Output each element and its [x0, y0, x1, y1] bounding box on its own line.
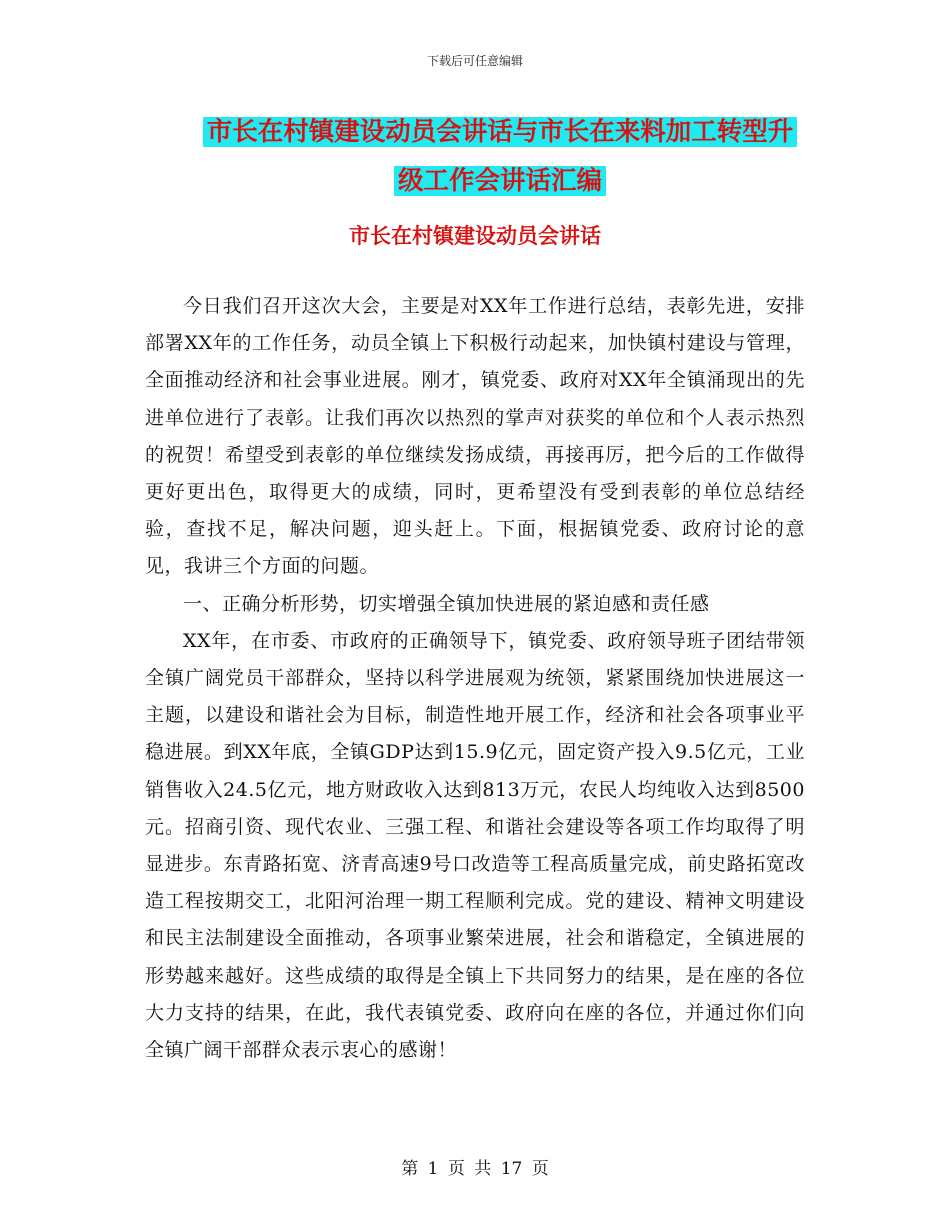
paragraph-heading: 一、正确分析形势，切实增强全镇加快进展的紧迫感和责任感 [183, 592, 710, 615]
paragraph: 今日我们召开这次大会，主要是对XX年工作进行总结，表彰先进，安排部署XX年的工作任务，动员全镇上下积极行动起来，加快镇村建设与管理，全面推动经济和社会事业进展。刚才，镇党委、政府对XX年全镇涌现出的先进单位进行了表彰。让我们再次以热烈的掌声对获奖的单位和个人表示热烈的祝贺！希望受到表彰的单位继续发扬成绩，再接再厉，把今后的工作做得更好更出色，取得更大的成绩，同时，更希望没有受到表彰的单位总结经验，查找不足，解决问题，迎头赶上。下面，根据镇党委、政府讨论的意见，我讲三个方面的问题。 [145, 295, 805, 578]
document-body [145, 288, 805, 1069]
section-title: 市长在村镇建设动员会讲话 [349, 224, 601, 248]
document-title-line-2: 级工作会讲话汇编 [394, 166, 606, 196]
document-title-line-1: 市长在村镇建设动员会讲话与市长在来料加工转型升 [203, 117, 798, 147]
page-number: 第 1 页 共 17 页 [401, 1159, 549, 1179]
page-header-note: 下载后可任意编辑 [426, 54, 523, 68]
paragraph: XX年，在市委、市政府的正确领导下，镇党委、政府领导班子团结带领全镇广阔党员干部群众，坚持以科学进展观为统领，紧紧围绕加快进展这一主题，以建设和谐社会为目标，制造性地开展工作，经济和社会各项事业平稳进展。到XX年底，全镇GDP达到15.9亿元，固定资产投入9.5亿元，工业销售收入24.5亿元，地方财政收入达到813万元，农民人均纯收入达到8500元。招商引资、现代农业、三强工程、和谐社会建设等各项工作均取得了明显进步。东青路拓宽、济青高速9号口改造等工程高质量完成，前史路拓宽改造工程按期交工，北阳河治理一期工程顺利完成。党的建设、精神文明建设和民主法制建设全面推动，各项事业繁荣进展，社会和谐稳定，全镇进展的形势越来越好。这些成绩的取得是全镇上下共同努力的结果，是在座的各位大力支持的结果，在此，我代表镇党委、政府向在座的各位，并通过你们向全镇广阔干部群众表示衷心的感谢！ [145, 629, 805, 1062]
document-title [120, 108, 880, 206]
